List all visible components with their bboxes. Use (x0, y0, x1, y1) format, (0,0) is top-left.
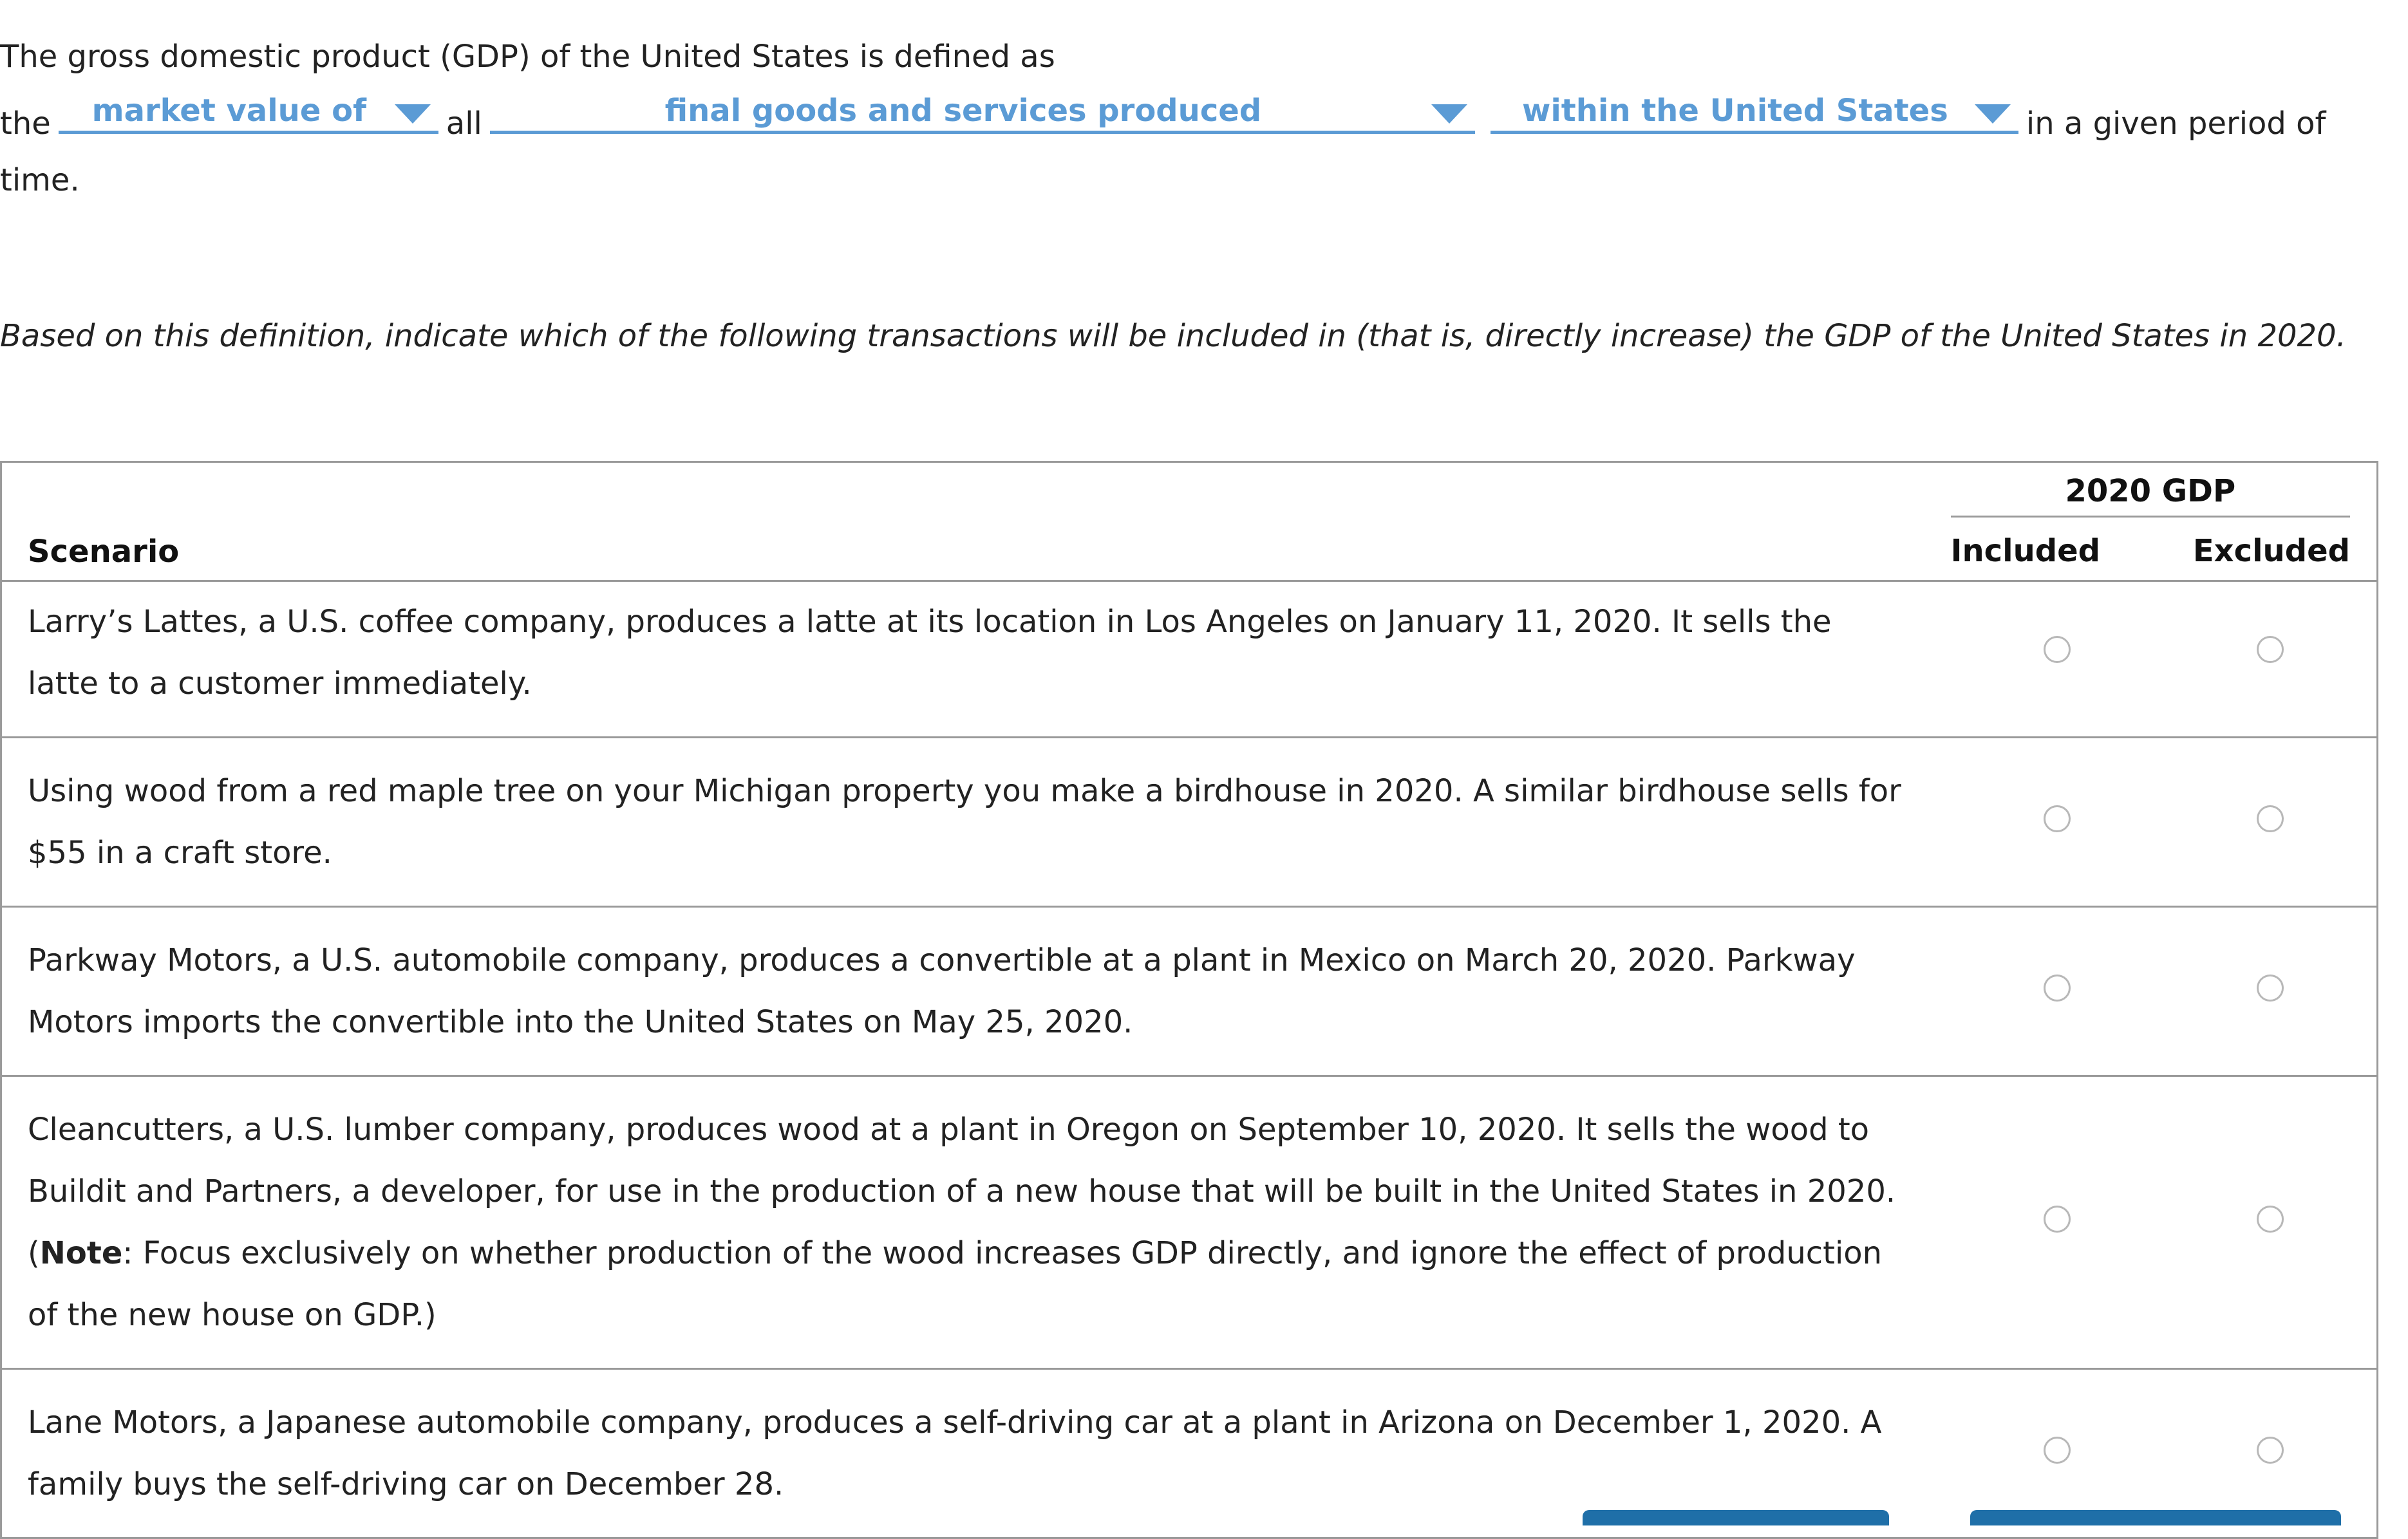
table-header-row (1, 462, 2378, 581)
definition-line-1 (0, 26, 2376, 88)
gdp-group-title: 2020 GDP (1951, 473, 2350, 518)
included-cell (1950, 569, 2164, 738)
included-radio[interactable] (2044, 805, 2071, 832)
chevron-down-icon[interactable] (1975, 104, 2011, 124)
scenario-text: Parkway Motors, a U.S. automobile company, produces a convertible at a plant in Mexico on March 20, 2020. Parkway Motors imports the convertible into the United States on May 25, 2020. (28, 942, 1856, 1040)
previous-button[interactable] (1583, 1510, 1889, 1525)
definition-prefix: the (0, 106, 51, 142)
included-cell (1950, 1076, 2164, 1369)
included-radio[interactable] (2044, 1437, 2071, 1464)
table-row (1, 1076, 2378, 1369)
included-cell (1950, 907, 2164, 1076)
note-label: Note (39, 1235, 123, 1271)
table-row (1, 569, 2378, 738)
included-radio[interactable] (2044, 1206, 2071, 1233)
dropdown-goods-value: final goods and services produced (664, 93, 1262, 129)
next-button[interactable] (1970, 1510, 2341, 1525)
definition-line-3 (0, 149, 2376, 211)
scenario-table (0, 461, 2378, 582)
gdp-column-group (1950, 462, 2378, 581)
definition-line-2 (0, 88, 2376, 149)
excluded-cell (2164, 1076, 2378, 1369)
table-row (1, 907, 2378, 1076)
scenario-table-body (0, 569, 2378, 1539)
excluded-radio[interactable] (2257, 975, 2284, 1002)
definition-suffix: in a given period of (2026, 106, 2326, 142)
excluded-cell (2164, 907, 2378, 1076)
dropdown-location-value: within the United States (1521, 93, 1948, 129)
dropdown-location[interactable] (1491, 88, 2018, 134)
included-radio[interactable] (2044, 636, 2071, 663)
dropdown-measure[interactable] (59, 88, 438, 134)
excluded-radio[interactable] (2257, 1437, 2284, 1464)
included-radio[interactable] (2044, 975, 2071, 1002)
definition-end: time. (0, 162, 80, 198)
chevron-down-icon[interactable] (395, 104, 431, 124)
instruction-text: Based on this definition, indicate which of the following transactions will be included in (that is, directly increase) the GDP of the United States in 2020. (0, 318, 2346, 354)
excluded-cell (2164, 569, 2378, 738)
excluded-radio[interactable] (2257, 805, 2284, 832)
definition-block (0, 26, 2376, 211)
scenario-main-text: Cleancutters, a U.S. lumber company, produces wood at a plant in Oregon on September 10, 2020. It sells the wood to Buildit and Partners, a developer, for use in the production of a new house that will be built in the United States in 2020. (28, 1112, 1896, 1209)
excluded-column-header: Excluded (2192, 533, 2350, 569)
definition-connector: all (446, 106, 482, 142)
scenario-text: Lane Motors, a Japanese automobile company, produces a self-driving car at a plant in Arizona on December 1, 2020. A family buys the self-driving car on December 28. (28, 1404, 1882, 1502)
note-text: : Focus exclusively on whether production of the wood increases GDP directly, and ignore the effect of production of the new house on GDP.) (28, 1235, 1883, 1333)
definition-intro: The gross domestic product (GDP) of the United States is defined as (0, 39, 1055, 75)
chevron-down-icon[interactable] (1431, 104, 1467, 124)
included-cell (1950, 738, 2164, 907)
scenario-text: Using wood from a red maple tree on your Michigan property you make a birdhouse in 2020. A similar birdhouse sells for $55 in a craft store. (28, 773, 1901, 871)
scenario-column-header: Scenario (28, 534, 180, 570)
excluded-radio[interactable] (2257, 636, 2284, 663)
dropdown-goods[interactable] (490, 88, 1475, 134)
table-row (1, 738, 2378, 907)
included-column-header: Included (1950, 533, 2101, 569)
dropdown-measure-value: market value of (91, 93, 366, 129)
note-open: ( (28, 1235, 40, 1271)
scenario-text (1, 1076, 1951, 1369)
excluded-radio[interactable] (2257, 1206, 2284, 1233)
excluded-cell (2164, 738, 2378, 907)
scenario-text: Larry’s Lattes, a U.S. coffee company, produces a latte at its location in Los Angeles on January 11, 2020. It sells the latte to a customer immediately. (28, 604, 1832, 702)
